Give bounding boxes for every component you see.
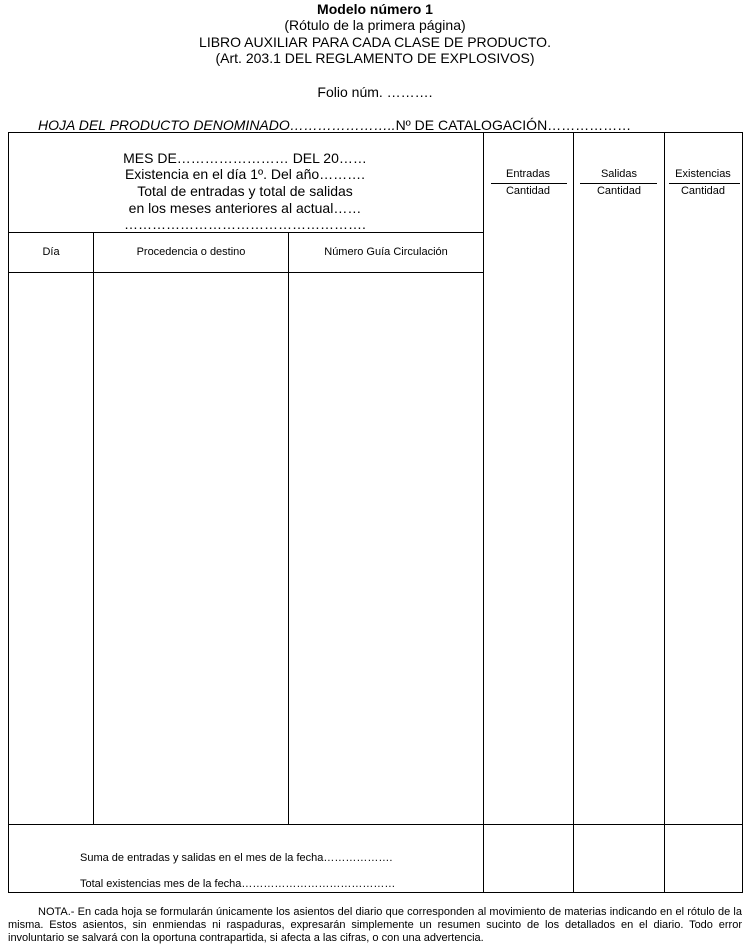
salidas-quantity: Cantidad [596, 185, 642, 197]
column-titles-bottom-line [8, 272, 483, 273]
column-numero-guia: Número Guía Circulación [324, 246, 448, 258]
existencias-quantity: Cantidad [680, 185, 726, 197]
footnote: NOTA.- En cada hoja se formularán únicamente los asientos del diario que corresponden al movimiento de materias indicando en el rótulo de la misma. Estos asientos, sin enmiendas ni raspaduras, expresarán simplemente un resumen sucinto de los detallados en el diario. Todo error involuntario se salvará con la oportuna contrapartida, si afecta a las cifras, o con una advertencia. [8, 906, 742, 944]
catalog-number-label: Nº DE CATALOGACIÓN……………… [395, 117, 632, 133]
document-title: Modelo número 1 [317, 1, 433, 17]
entradas-title: Entradas [505, 168, 551, 180]
folio-number: Folio núm. ………. [317, 84, 433, 100]
product-name-label: HOJA DEL PRODUCTO DENOMINADO………………….. [38, 117, 396, 133]
salidas-underline [580, 183, 657, 184]
divider-procedencia [288, 232, 289, 824]
divider-entradas [483, 132, 484, 892]
footer-top-line [8, 824, 742, 825]
month-line-4: en los meses anteriores al actual…… [128, 200, 362, 216]
entradas-underline [491, 183, 567, 184]
subtitle-regulation: (Art. 203.1 DEL REGLAMENTO DE EXPLOSIVOS) [215, 50, 535, 66]
month-line-1: MES DE…………………… DEL 20…… [123, 150, 367, 166]
divider-salidas [573, 132, 574, 892]
existencias-title: Existencias [675, 168, 731, 180]
column-dia: Día [42, 246, 60, 258]
salidas-title: Salidas [600, 168, 638, 180]
subtitle-first-page: (Rótulo de la primera página) [284, 17, 466, 33]
footer-total-line: Total existencias mes de la fecha…………………………………… [80, 878, 396, 890]
entradas-quantity: Cantidad [505, 185, 551, 197]
divider-dia [93, 232, 94, 824]
product-sheet-line [38, 117, 631, 133]
column-procedencia: Procedencia o destino [136, 246, 246, 258]
footer-sum-line: Suma de entradas y salidas en el mes de la fecha………………. [80, 852, 393, 864]
existencias-underline [669, 183, 740, 184]
month-line-2: Existencia en el día 1º. Del año………. [124, 166, 366, 182]
month-line-3: Total de entradas y total de salidas [137, 183, 353, 199]
month-line-5: ……………………………………………. [124, 216, 366, 232]
divider-existencias [664, 132, 665, 892]
subtitle-book-name: LIBRO AUXILIAR PARA CADA CLASE DE PRODUCTO. [199, 34, 551, 50]
